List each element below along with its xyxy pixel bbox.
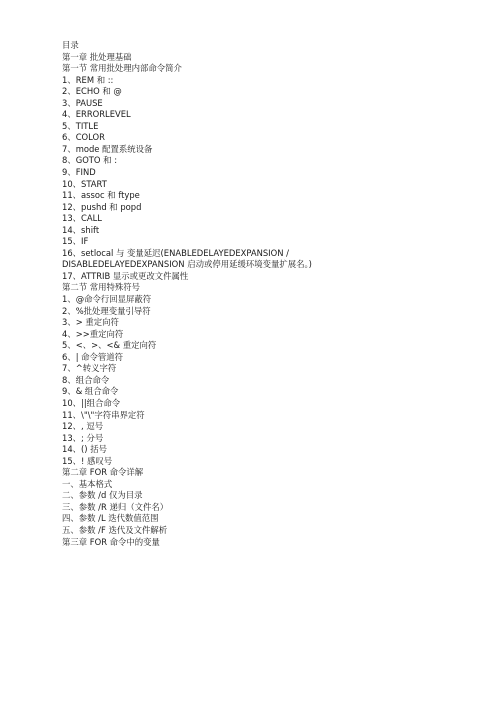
toc-item: 11、assoc 和 ftype	[62, 190, 140, 201]
toc-item: 三、参数 /R 递归（文件名）	[62, 501, 169, 512]
toc-item: 14、shift	[62, 224, 100, 235]
toc-chapter: 第一章 批处理基础	[62, 51, 132, 62]
toc-item: 15、! 感叹号	[62, 455, 113, 466]
toc-item: 6、| 命令管道符	[62, 351, 124, 362]
toc-heading: 目录	[62, 40, 79, 50]
toc-item: 16、setlocal 与 变量延迟(ENABLEDELAYEDEXPANSION / DISABLEDELAYEDEXPANSION 启动或停用延缓环境变量扩展名。)	[62, 247, 312, 270]
toc-item: 10、START	[62, 178, 107, 189]
toc-section: 第一节 常用批处理内部命令简介	[62, 63, 182, 74]
toc-item: 9、& 组合命令	[62, 386, 119, 397]
toc-item: 9、FIND	[62, 167, 96, 178]
table-of-contents	[62, 40, 462, 548]
toc-item: 7、mode 配置系统设备	[62, 143, 153, 154]
toc-item: 3、> 重定向符	[62, 317, 119, 328]
toc-item: 8、GOTO 和 :	[62, 155, 118, 166]
toc-item: 一、基本格式	[62, 478, 113, 489]
toc-item: 1、REM 和 ::	[62, 74, 114, 85]
toc-chapter: 第二章 FOR 命令详解	[62, 467, 144, 478]
toc-item: 15、IF	[62, 236, 89, 247]
toc-item: 12、, 逗号	[62, 421, 104, 432]
toc-item: 12、pushd 和 popd	[62, 201, 142, 212]
toc-item: 10、||组合命令	[62, 397, 121, 408]
toc-item: 1、@命令行回显屏蔽符	[62, 294, 152, 305]
toc-item: 四、参数 /L 迭代数值范围	[62, 513, 159, 524]
toc-item: 五、参数 /F 迭代及文件解析	[62, 524, 168, 535]
toc-item: 4、ERRORLEVEL	[62, 109, 131, 120]
toc-item: 7、^转义字符	[62, 363, 117, 374]
toc-item: 13、CALL	[62, 213, 102, 224]
toc-item: 6、COLOR	[62, 132, 105, 143]
toc-item: 5、TITLE	[62, 120, 99, 131]
toc-item: 3、PAUSE	[62, 97, 103, 108]
toc-item: 11、\"\"字符串界定符	[62, 409, 145, 420]
toc-chapter: 第三章 FOR 命令中的变量	[62, 536, 160, 547]
toc-item: 2、ECHO 和 @	[62, 86, 122, 97]
toc-item: 14、() 括号	[62, 444, 107, 455]
toc-item: 8、组合命令	[62, 374, 110, 385]
toc-section: 第二节 常用特殊符号	[62, 282, 141, 293]
toc-item: 17、ATTRIB 显示或更改文件属性	[62, 270, 189, 281]
toc-item: 13、; 分号	[62, 432, 104, 443]
toc-item: 2、%批处理变量引导符	[62, 305, 151, 316]
toc-item: 5、<、>、<& 重定向符	[62, 340, 157, 351]
toc-item: 4、>>重定向符	[62, 328, 124, 339]
toc-item: 二、参数 /d 仅为目录	[62, 490, 143, 501]
